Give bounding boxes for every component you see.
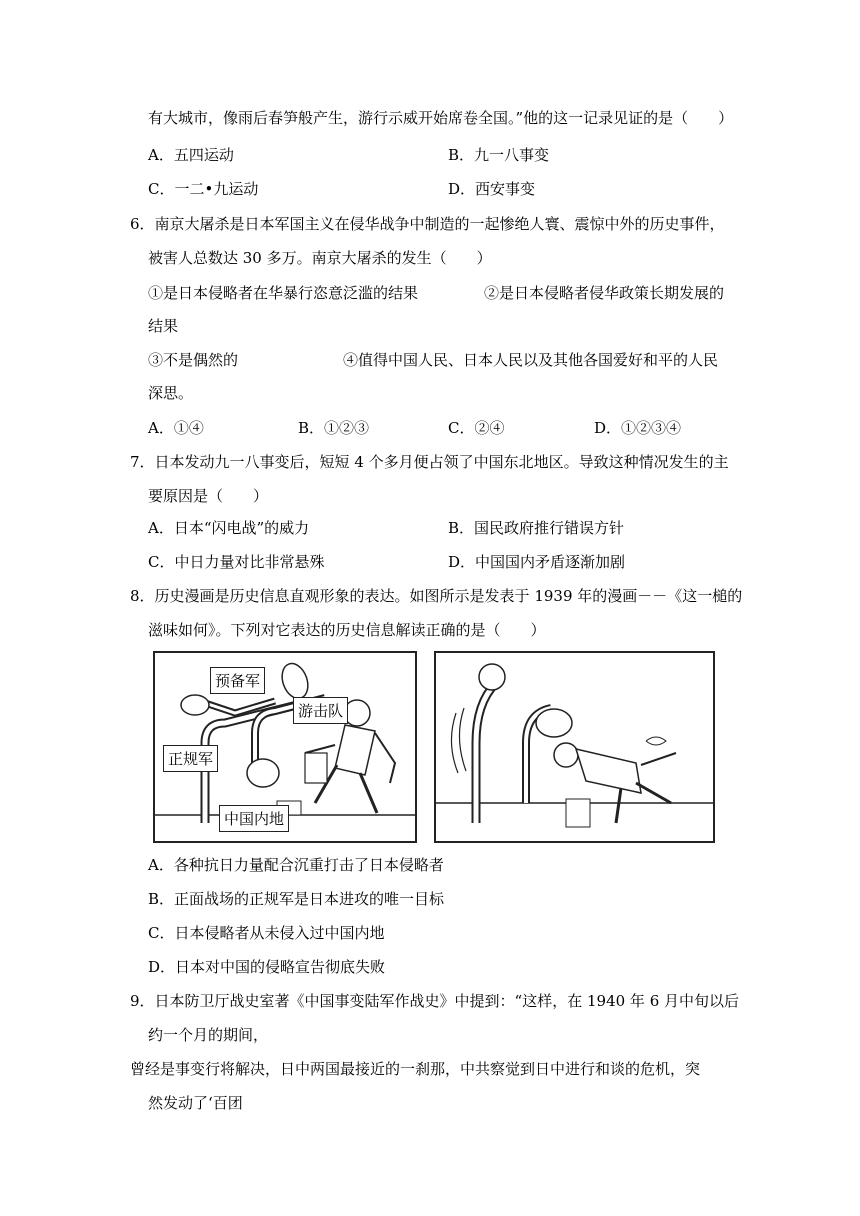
q6-option-a: A．①④ bbox=[148, 419, 204, 437]
q8-stem-line2: 滋味如何》。下列对它表达的历史信息解读正确的是（ ） bbox=[148, 621, 546, 639]
q5-option-b: B．九一八事变 bbox=[448, 146, 550, 164]
cartoon-label-reserve: 预备军 bbox=[210, 667, 265, 694]
q9-stem-line3: 曾经是事变行将解决，日中两国最接近的一刹那，中共察觉到日中进行和谈的危机，突 bbox=[130, 1060, 701, 1078]
q9-stem-line1: 9．日本防卫厅战史室著《中国事变陆军作战史》中提到：“这样，在 1940 年 6 月中旬以后 bbox=[130, 992, 740, 1010]
q6-item-2: ②是日本侵略者侵华政策长期发展的 bbox=[484, 284, 725, 302]
q7-option-a: A．日本“闪电战”的威力 bbox=[148, 519, 310, 537]
q5-option-c: C．一二•九运动 bbox=[148, 180, 259, 198]
q6-stem-line1: 6．南京大屠杀是日本军国主义在侵华战争中制造的一起惨绝人寰、震惊中外的历史事件， bbox=[130, 215, 725, 233]
q8-option-c: C．日本侵略者从未侵入过中国内地 bbox=[148, 924, 385, 942]
cartoon-label-guerrilla: 游击队 bbox=[293, 697, 348, 724]
q5-option-d: D．西安事变 bbox=[448, 180, 536, 198]
q6-option-b: B．①②③ bbox=[298, 419, 370, 437]
q6-option-c: C．②④ bbox=[448, 419, 505, 437]
q7-stem-line2: 要原因是（ ） bbox=[148, 487, 269, 505]
q7-stem-line1: 7．日本发动九一八事变后，短短 4 个多月便占领了中国东北地区。导致这种情况发生的主 bbox=[130, 453, 729, 471]
q6-item-2-cont: 结果 bbox=[148, 317, 179, 335]
q7-option-b: B．国民政府推行错误方针 bbox=[448, 519, 625, 537]
cartoon-drawing-right bbox=[436, 653, 713, 841]
q8-stem-line1: 8．历史漫画是历史信息直观形象的表达。如图所示是发表于 1939 年的漫画－－《这一槌的 bbox=[130, 587, 743, 605]
q9-stem-line2: 约一个月的期间， bbox=[148, 1026, 269, 1044]
q8-option-a: A．各种抗日力量配合沉重打击了日本侵略者 bbox=[148, 856, 444, 874]
cartoon-panel-right bbox=[434, 651, 715, 843]
q6-item-4: ④值得中国人民、日本人民以及其他各国爱好和平的人民 bbox=[343, 351, 719, 369]
cartoon-panel-left bbox=[153, 651, 417, 843]
cartoon-label-inland: 中国内地 bbox=[219, 805, 289, 832]
q9-stem-line4: 然发动了‘百团 bbox=[148, 1094, 243, 1112]
q6-item-3: ③不是偶然的 bbox=[148, 351, 239, 369]
q7-option-c: C．中日力量对比非常悬殊 bbox=[148, 553, 325, 571]
q6-item-1: ①是日本侵略者在华暴行恣意泛滥的结果 bbox=[148, 284, 419, 302]
q8-option-b: B．正面战场的正规军是日本进攻的唯一目标 bbox=[148, 890, 445, 908]
q5-option-a: A．五四运动 bbox=[148, 146, 234, 164]
q8-option-d: D．日本对中国的侵略宣告彻底失败 bbox=[148, 958, 386, 976]
cartoon-label-regular: 正规军 bbox=[163, 745, 218, 772]
q7-option-d: D．中国国内矛盾逐渐加剧 bbox=[448, 553, 626, 571]
q6-stem-line2: 被害人总数达 30 多万。南京大屠杀的发生（ ） bbox=[148, 249, 492, 267]
q6-option-d: D．①②③④ bbox=[594, 419, 682, 437]
q5-stem-tail: 有大城市，像雨后春笋般产生，游行示威开始席卷全国。”他的这一记录见证的是（ ） bbox=[148, 109, 734, 127]
q6-item-4-cont: 深思。 bbox=[148, 384, 194, 402]
